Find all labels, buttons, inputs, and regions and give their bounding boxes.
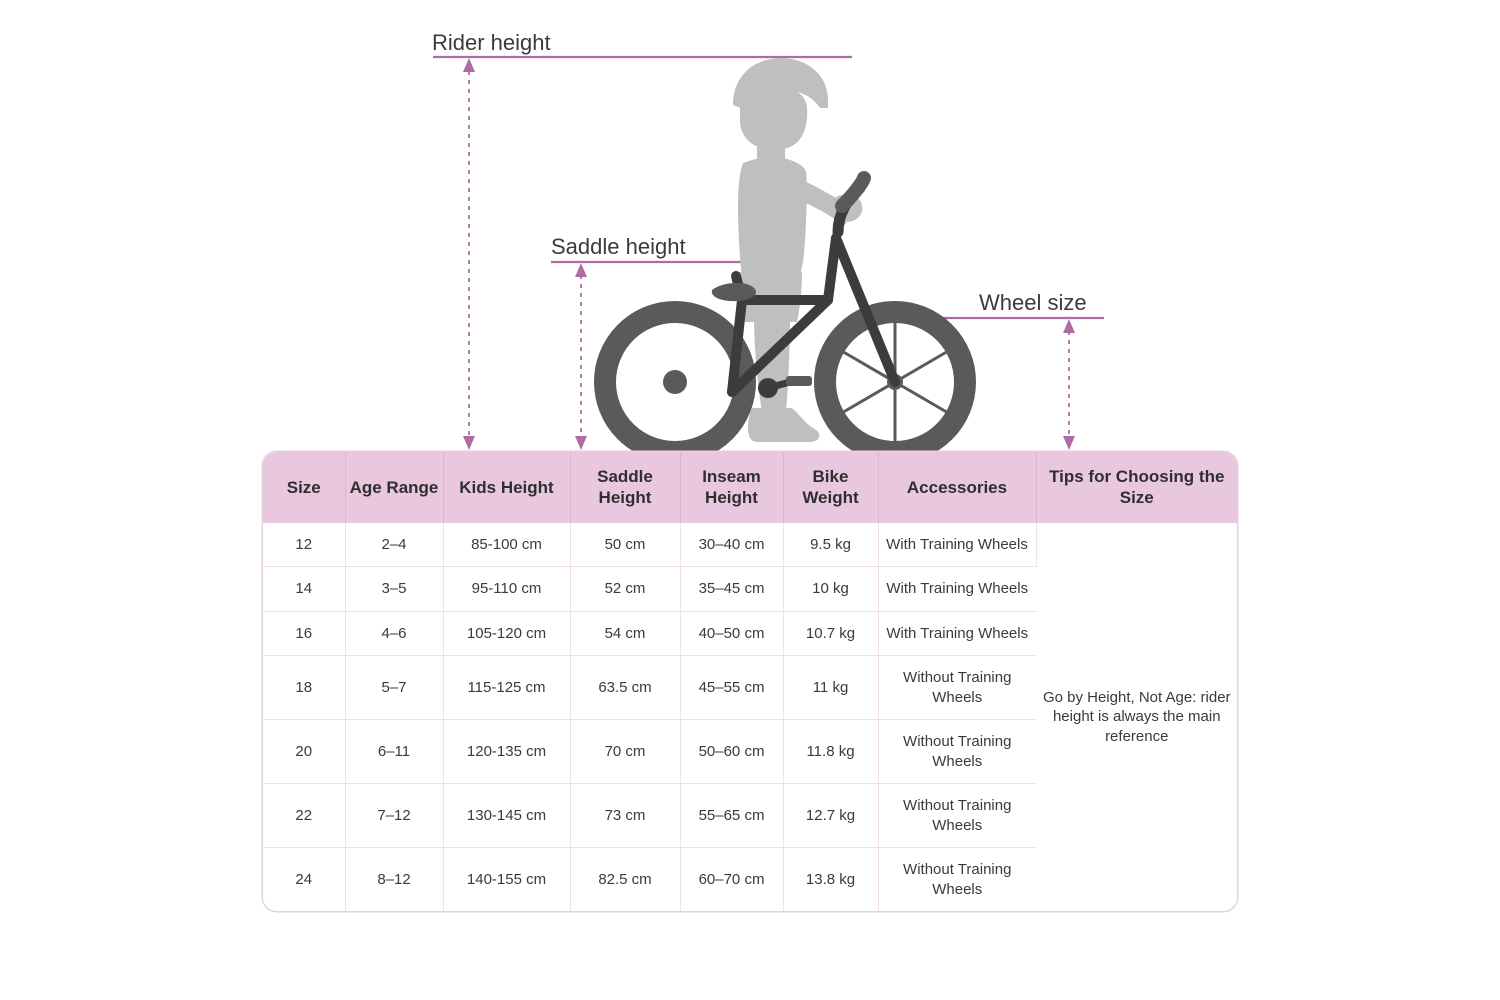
cell-kids-height: 95-110 cm: [443, 567, 570, 612]
cell-inseam-height: 30–40 cm: [680, 523, 783, 567]
cell-size: 22: [263, 784, 345, 848]
head-shape: [740, 86, 807, 150]
cell-bike-weight: 12.7 kg: [783, 784, 878, 848]
cell-accessories: Without Training Wheels: [878, 848, 1036, 912]
pedal: [786, 376, 812, 386]
saddle-height-label: Saddle height: [551, 234, 686, 259]
wheel-size-arrow-top: [1063, 319, 1075, 333]
cell-saddle-height: 54 cm: [570, 611, 680, 656]
rear-hub: [663, 370, 687, 394]
cell-bike-weight: 10.7 kg: [783, 611, 878, 656]
cell-size: 24: [263, 848, 345, 912]
cell-tips: Go by Height, Not Age: rider height is always the main reference: [1036, 523, 1237, 912]
cell-inseam-height: 35–45 cm: [680, 567, 783, 612]
illustration-svg: [0, 0, 1500, 460]
wheel-size-arrow-bottom: [1063, 436, 1075, 450]
cell-inseam-height: 50–60 cm: [680, 720, 783, 784]
cell-accessories: Without Training Wheels: [878, 720, 1036, 784]
cell-accessories: Without Training Wheels: [878, 656, 1036, 720]
cell-size: 16: [263, 611, 345, 656]
table-body: [263, 523, 1237, 912]
cell-saddle-height: 52 cm: [570, 567, 680, 612]
rider-height-arrow-bottom: [463, 436, 475, 450]
cell-kids-height: 105-120 cm: [443, 611, 570, 656]
column-header-kids-height: Kids Height: [443, 452, 570, 523]
cell-bike-weight: 10 kg: [783, 567, 878, 612]
cell-age-range: 4–6: [345, 611, 443, 656]
cell-age-range: 2–4: [345, 523, 443, 567]
cell-size: 14: [263, 567, 345, 612]
cell-bike-weight: 11 kg: [783, 656, 878, 720]
size-chart-container: [263, 452, 1237, 911]
bike-sizing-illustration: [0, 0, 1500, 460]
table-row: [263, 523, 1237, 567]
column-header-accessories: Accessories: [878, 452, 1036, 523]
column-header-saddle-height: Saddle Height: [570, 452, 680, 523]
cell-size: 20: [263, 720, 345, 784]
cell-kids-height: 120-135 cm: [443, 720, 570, 784]
cell-accessories: With Training Wheels: [878, 523, 1036, 567]
cell-accessories: Without Training Wheels: [878, 784, 1036, 848]
cell-kids-height: 85-100 cm: [443, 523, 570, 567]
cell-size: 12: [263, 523, 345, 567]
column-header-age-range: Age Range: [345, 452, 443, 523]
cell-inseam-height: 55–65 cm: [680, 784, 783, 848]
column-header-bike-weight: Bike Weight: [783, 452, 878, 523]
cell-age-range: 8–12: [345, 848, 443, 912]
cell-saddle-height: 50 cm: [570, 523, 680, 567]
shoe-shape: [748, 408, 819, 442]
cell-saddle-height: 63.5 cm: [570, 656, 680, 720]
column-header-tips: Tips for Choosing the Size: [1036, 452, 1237, 523]
cell-kids-height: 130-145 cm: [443, 784, 570, 848]
saddle-height-arrow-bottom: [575, 436, 587, 450]
cell-age-range: 5–7: [345, 656, 443, 720]
cell-accessories: With Training Wheels: [878, 611, 1036, 656]
cell-inseam-height: 45–55 cm: [680, 656, 783, 720]
cell-kids-height: 140-155 cm: [443, 848, 570, 912]
cell-age-range: 7–12: [345, 784, 443, 848]
cell-inseam-height: 60–70 cm: [680, 848, 783, 912]
saddle: [712, 283, 756, 301]
column-header-inseam-height: Inseam Height: [680, 452, 783, 523]
table-header-row: [263, 452, 1237, 523]
table-header: [263, 452, 1237, 523]
cell-bike-weight: 11.8 kg: [783, 720, 878, 784]
rider-height-arrow-top: [463, 58, 475, 72]
column-header-size: Size: [263, 452, 345, 523]
saddle-height-arrow-top: [575, 263, 587, 277]
cell-bike-weight: 9.5 kg: [783, 523, 878, 567]
cell-age-range: 3–5: [345, 567, 443, 612]
cell-saddle-height: 82.5 cm: [570, 848, 680, 912]
size-chart-table: [263, 452, 1237, 911]
cell-saddle-height: 70 cm: [570, 720, 680, 784]
wheel-size-label: Wheel size: [979, 290, 1087, 315]
cell-kids-height: 115-125 cm: [443, 656, 570, 720]
cell-inseam-height: 40–50 cm: [680, 611, 783, 656]
cell-saddle-height: 73 cm: [570, 784, 680, 848]
cell-accessories: With Training Wheels: [878, 567, 1036, 612]
cell-size: 18: [263, 656, 345, 720]
torso-shape: [738, 157, 807, 278]
cell-bike-weight: 13.8 kg: [783, 848, 878, 912]
cell-age-range: 6–11: [345, 720, 443, 784]
rider-height-label: Rider height: [432, 30, 551, 55]
